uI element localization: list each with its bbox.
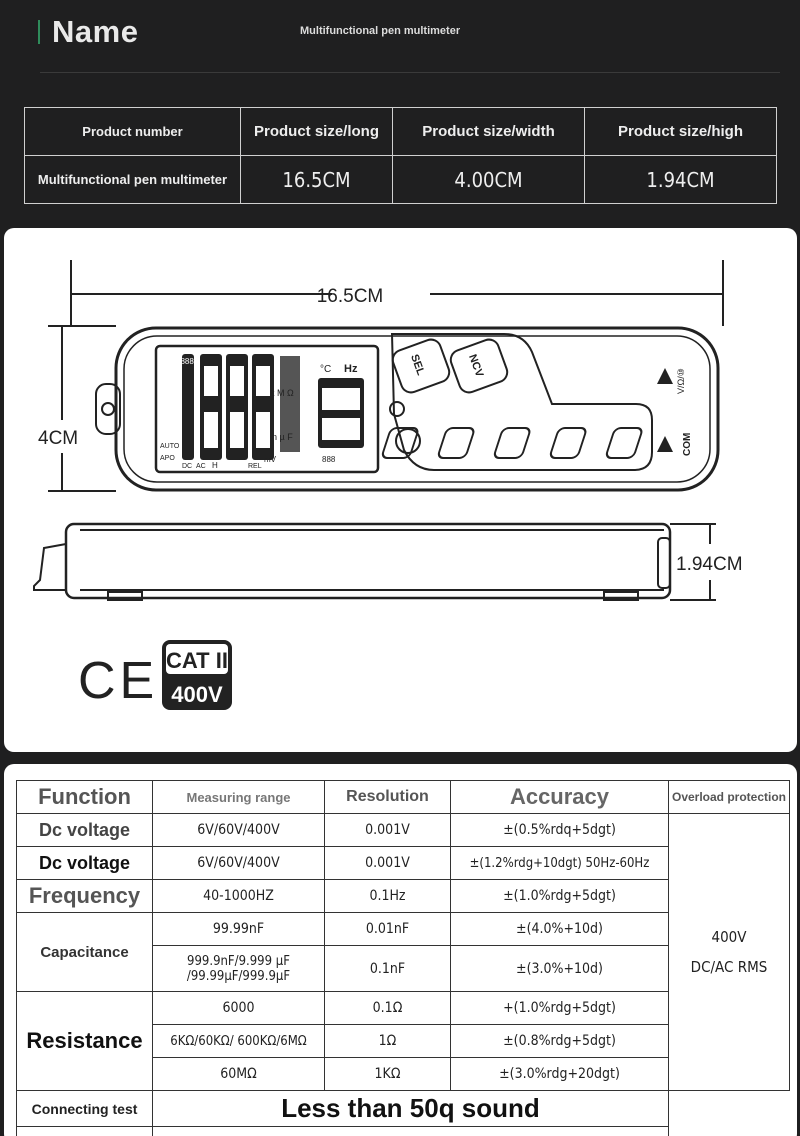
probe-hole [102, 403, 114, 415]
overload-type: DC/AC RMS [690, 958, 768, 976]
function-cell: Resistance [17, 992, 153, 1091]
accuracy-cell: ±(4.0%+10d) [451, 913, 669, 946]
segment-gap [256, 412, 270, 448]
lcd-hz: Hz [344, 363, 358, 375]
range-cell: 999.9nF/9.999 µF /99.99µF/999.9µF [153, 946, 325, 992]
cat-label: CAT II [166, 648, 228, 673]
header-range: Measuring range [153, 781, 325, 814]
height-label: 1.94CM [676, 554, 743, 575]
range-cell: 6V/60V/400V [153, 847, 325, 880]
size-width-value: 4.00CM [393, 156, 585, 204]
range-cell: 99.99nF [153, 913, 325, 946]
resolution-cell: 0.1Ω [325, 992, 451, 1025]
width-label: 4CM [38, 428, 79, 449]
header-function: Function [17, 781, 153, 814]
grille-slot [493, 428, 531, 458]
spec-panel [4, 764, 797, 1136]
cat-voltage: 400V [171, 682, 223, 707]
accuracy-cell: +(1.0%rdg+5dgt) [451, 992, 669, 1025]
resolution-cell: 0.001V [325, 814, 451, 847]
size-high-value: 1.94CM [585, 156, 777, 204]
segment-gap [204, 366, 218, 396]
size-table-header [25, 108, 777, 156]
side-probe [34, 544, 66, 590]
accuracy-cell: ±(0.5%rdq+5dgt) [451, 814, 669, 847]
range-cell: 6KΩ/60KΩ/ 600KΩ/6MΩ [153, 1025, 325, 1058]
vohm-terminal-label: V/Ω/⑩ [676, 368, 686, 394]
size-header-cell: Product number [25, 108, 241, 156]
accuracy-cell: ±(0.8%rdg+5dgt) [451, 1025, 669, 1058]
accuracy-cell: ±(3.0%+10d) [451, 946, 669, 992]
lcd-dc: DC [182, 463, 193, 470]
multimeter-dimension-drawing [4, 228, 797, 752]
resolution-cell: 1KΩ [325, 1058, 451, 1091]
lcd-degc: °C [320, 364, 332, 375]
range-cell: 6000 [153, 992, 325, 1025]
spec-header-row [17, 781, 790, 814]
function-cell: Capacitance [17, 913, 153, 992]
segment-gap [256, 366, 270, 396]
header-overload: Overload protection [669, 781, 790, 814]
side-cap [658, 538, 670, 588]
lcd-main-digits: 8888 [176, 357, 194, 366]
segment-gap [230, 412, 244, 448]
accuracy-cell: ±(1.2%rdg+10dgt) 50Hz-60Hz [451, 847, 669, 880]
ncv-label: NCV [466, 352, 486, 379]
size-table [24, 107, 777, 204]
function-cell: Frequency [17, 880, 153, 913]
sel-label: SEL [408, 352, 427, 377]
lcd-secondary-label: 888 [322, 455, 336, 464]
indicator-led [390, 402, 404, 416]
size-long-value: 16.5CM [241, 156, 393, 204]
grille-slot [549, 428, 587, 458]
meter-side-outline [66, 524, 670, 598]
resolution-cell: 1Ω [325, 1025, 451, 1058]
page-subtitle: Multifunctional pen multimeter [300, 25, 461, 37]
resolution-cell: 0.001V [325, 847, 451, 880]
table-row [17, 814, 790, 847]
range-cell: 60MΩ [153, 1058, 325, 1091]
header-resolution: Resolution [325, 781, 451, 814]
connecting-test-value: Less than 50q sound [153, 1091, 669, 1127]
table-row [17, 1091, 790, 1127]
size-table-row [25, 156, 777, 204]
terminal-warnings [657, 368, 673, 452]
lcd-rel: REL [248, 463, 262, 470]
partial-cell [153, 1127, 669, 1136]
size-product-name: Multifunctional pen multimeter [25, 156, 241, 204]
warning-triangle-icon [657, 436, 673, 452]
range-cell: 6V/60V/400V [153, 814, 325, 847]
overload-cell [669, 814, 790, 1091]
function-cell: Dc voltage [17, 847, 153, 880]
resolution-cell: 0.01nF [325, 913, 451, 946]
accuracy-cell: ±(1.0%rdg+5dgt) [451, 880, 669, 913]
dimension-drawing-panel [4, 228, 797, 752]
table-row-partial [17, 1127, 790, 1136]
partial-cell [17, 1127, 153, 1136]
lcd-ac: AC [196, 463, 206, 470]
header-accuracy: Accuracy [451, 781, 669, 814]
page-title: Name [52, 14, 139, 49]
function-cell: Dc voltage [17, 814, 153, 847]
grille-slot [605, 428, 643, 458]
lcd-apo: APO [160, 455, 175, 462]
certification-marks [78, 640, 232, 710]
lcd-h: H [212, 461, 218, 470]
title-accent-bar [38, 20, 40, 44]
range-cell: 40-1000HZ [153, 880, 325, 913]
lcd-auto: AUTO [160, 443, 180, 450]
button-panel-outline [392, 334, 652, 470]
resolution-cell: 0.1Hz [325, 880, 451, 913]
size-header-cell: Product size/width [393, 108, 585, 156]
grille-slot [437, 428, 475, 458]
com-terminal-label: COM [682, 432, 693, 456]
warning-triangle-icon [657, 368, 673, 384]
length-label: 16.5CM [316, 286, 384, 307]
resolution-cell: 0.1nF [325, 946, 451, 992]
lcd-kmo: k M Ω [270, 388, 294, 398]
spec-table [16, 780, 790, 1136]
lcd-npf: n µ F [272, 432, 293, 442]
segment-gap [204, 412, 218, 448]
accuracy-cell: ±(3.0%rdg+20dgt) [451, 1058, 669, 1091]
size-header-cell: Product size/long [241, 108, 393, 156]
segment-gap [230, 366, 244, 396]
ce-mark: CE [78, 652, 159, 710]
connecting-test-label: Connecting test [17, 1091, 153, 1127]
size-header-cell: Product size/high [585, 108, 777, 156]
header-divider [40, 72, 780, 73]
segment-gap [322, 388, 360, 410]
lcd-mv: mV [264, 455, 276, 464]
lcd-digit-block [182, 354, 194, 460]
segment-gap [322, 418, 360, 440]
overload-value: 400V [711, 928, 747, 946]
